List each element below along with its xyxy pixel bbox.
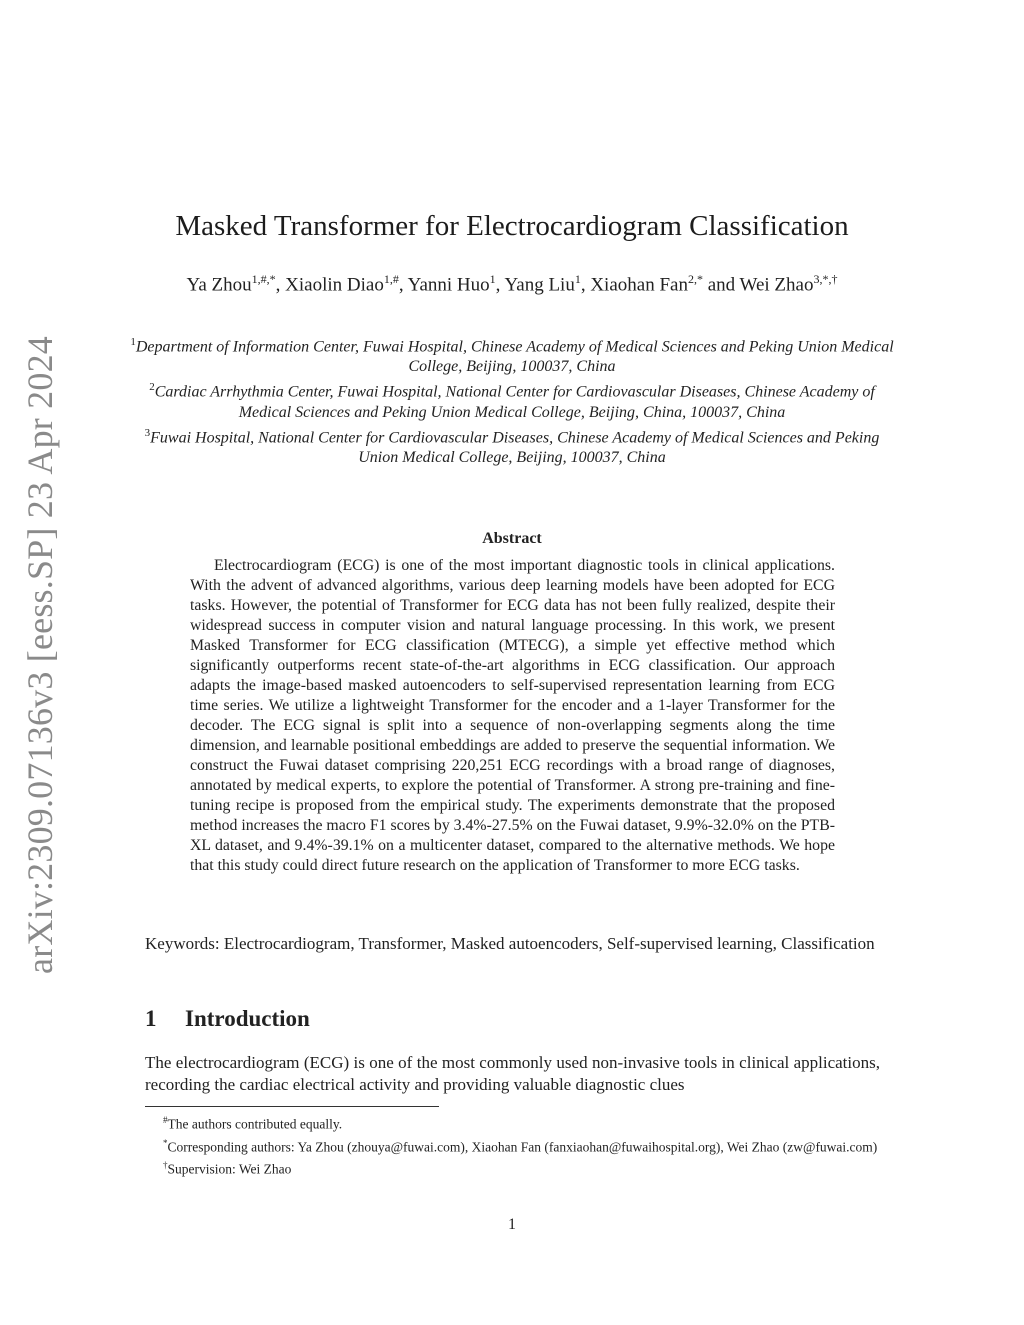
author-affiliation-marks: 2,* bbox=[687, 272, 703, 286]
introduction-paragraph: The electrocardiogram (ECG) is one of the most commonly used non-invasive tools in clinical applications, recording the cardiac electrical activity and providing valuable diagnostic clues bbox=[145, 1053, 880, 1094]
footnote bbox=[145, 1156, 880, 1179]
page-number: 1 bbox=[508, 1216, 516, 1233]
footnotes bbox=[145, 1111, 880, 1179]
affiliation-list bbox=[130, 332, 894, 468]
author-name: Yang Liu bbox=[504, 274, 575, 296]
keywords: Keywords: Electrocardiogram, Transformer, Masked autoencoders, Self-supervised learning, Classification bbox=[145, 934, 875, 953]
paper-title: Masked Transformer for Electrocardiogram Classification bbox=[175, 210, 849, 242]
author-separator: , bbox=[580, 274, 591, 296]
author-separator: , bbox=[398, 274, 408, 296]
affiliation-item bbox=[130, 377, 894, 422]
affiliation-item bbox=[130, 423, 894, 468]
affiliation-text: Fuwai Hospital, National Center for Cardiovascular Diseases, Chinese Academy of Medical Sciences and Peking Union Medical College, Beijing, 100037, China bbox=[150, 428, 880, 466]
abstract-heading: Abstract bbox=[482, 530, 542, 547]
author-affiliation-marks: 1,#,* bbox=[251, 272, 276, 286]
author-name: Xiaolin Diao bbox=[285, 274, 384, 296]
author-name: Yanni Huo bbox=[407, 274, 490, 296]
author-name: Wei Zhao bbox=[739, 274, 814, 296]
footnote-mark: # bbox=[163, 1115, 168, 1125]
footnote bbox=[145, 1111, 880, 1134]
footnote-text: The authors contributed equally. bbox=[167, 1116, 343, 1132]
author-separator: , bbox=[275, 274, 286, 296]
author-separator: and bbox=[702, 274, 740, 296]
author-affiliation-marks: 1 bbox=[489, 272, 496, 286]
affiliation-number: 1 bbox=[130, 336, 136, 348]
arxiv-identifier-stamp: arXiv:2309.07136v3 [eess.SP] 23 Apr 2024 bbox=[20, 336, 60, 974]
author-name: Xiaohan Fan bbox=[590, 274, 688, 296]
abstract-text: Electrocardiogram (ECG) is one of the most important diagnostic tools in clinical applications. With the advent of advanced algorithms, various deep learning models have been adopted for ECG tasks. However, the potential of Transformer for ECG data has not been fully realized, despite their widespread success in computer vision and natural language processing. In this work, we present Masked Transformer for ECG classification (MTECG), a simple yet effective method which significantly outperforms recent state-of-the-art algorithms in ECG classification. Our approach adapts the image-based masked autoencoders to self-supervised representation learning from ECG time series. We utilize a lightweight Transformer for the encoder and a 1-layer Transformer for the decoder. The ECG signal is split into a sequence of non-overlapping segments along the time dimension, and learnable positional embeddings are added to preserve the sequential information. We construct the Fuwai dataset comprising 220,251 ECG recordings with a broad range of diagnoses, annotated by medical experts, to explore the potential of Transformer. A strong pre-training and fine-tuning recipe is proposed from the empirical study. The experiments demonstrate that the proposed method increases the macro F1 scores by 3.4%-27.5% on the Fuwai dataset, 9.9%-32.0% on the PTB-XL dataset, and 9.4%-39.1% on a multicenter dataset, compared to the alternative methods. We hope that this study could direct future research on the application of Transformer to more ECG tasks. bbox=[190, 557, 835, 874]
author-separator: , bbox=[495, 274, 505, 296]
affiliation-number: 3 bbox=[144, 426, 151, 439]
affiliation-text: Cardiac Arrhythmia Center, Fuwai Hospital, National Center for Cardiovascular Diseases, Chinese Academy of Medical Sciences and Peking Union Medical College, Beijing, China, 100037, China bbox=[154, 383, 875, 421]
author-name: Ya Zhou bbox=[186, 274, 252, 296]
author-affiliation-marks: 3,*,† bbox=[813, 272, 838, 286]
section-number: 1 bbox=[145, 1006, 157, 1031]
footnote-text: Supervision: Wei Zhao bbox=[167, 1161, 292, 1177]
footnote-mark: † bbox=[163, 1160, 168, 1170]
footnote-divider bbox=[145, 1106, 439, 1107]
author-list bbox=[145, 268, 879, 296]
affiliation-number: 2 bbox=[149, 381, 155, 394]
footnote bbox=[145, 1134, 880, 1157]
footnote-text: Corresponding authors: Ya Zhou (zhouya@fuwai.com), Xiaohan Fan (fanxiaohan@fuwaihospital.org), Wei Zhao (zw@fuwai.com) bbox=[167, 1139, 878, 1154]
author-affiliation-marks: 1 bbox=[574, 272, 581, 286]
affiliation-text: Department of Information Center, Fuwai Hospital, Chinese Academy of Medical Sciences and Peking Union Medical College, Beijing, 100037, China bbox=[135, 338, 894, 376]
footnote-mark: * bbox=[163, 1137, 168, 1148]
affiliation-item bbox=[130, 332, 894, 377]
section-heading-introduction bbox=[145, 1006, 310, 1032]
author-affiliation-marks: 1,# bbox=[383, 272, 399, 286]
section-title: Introduction bbox=[185, 1006, 310, 1031]
